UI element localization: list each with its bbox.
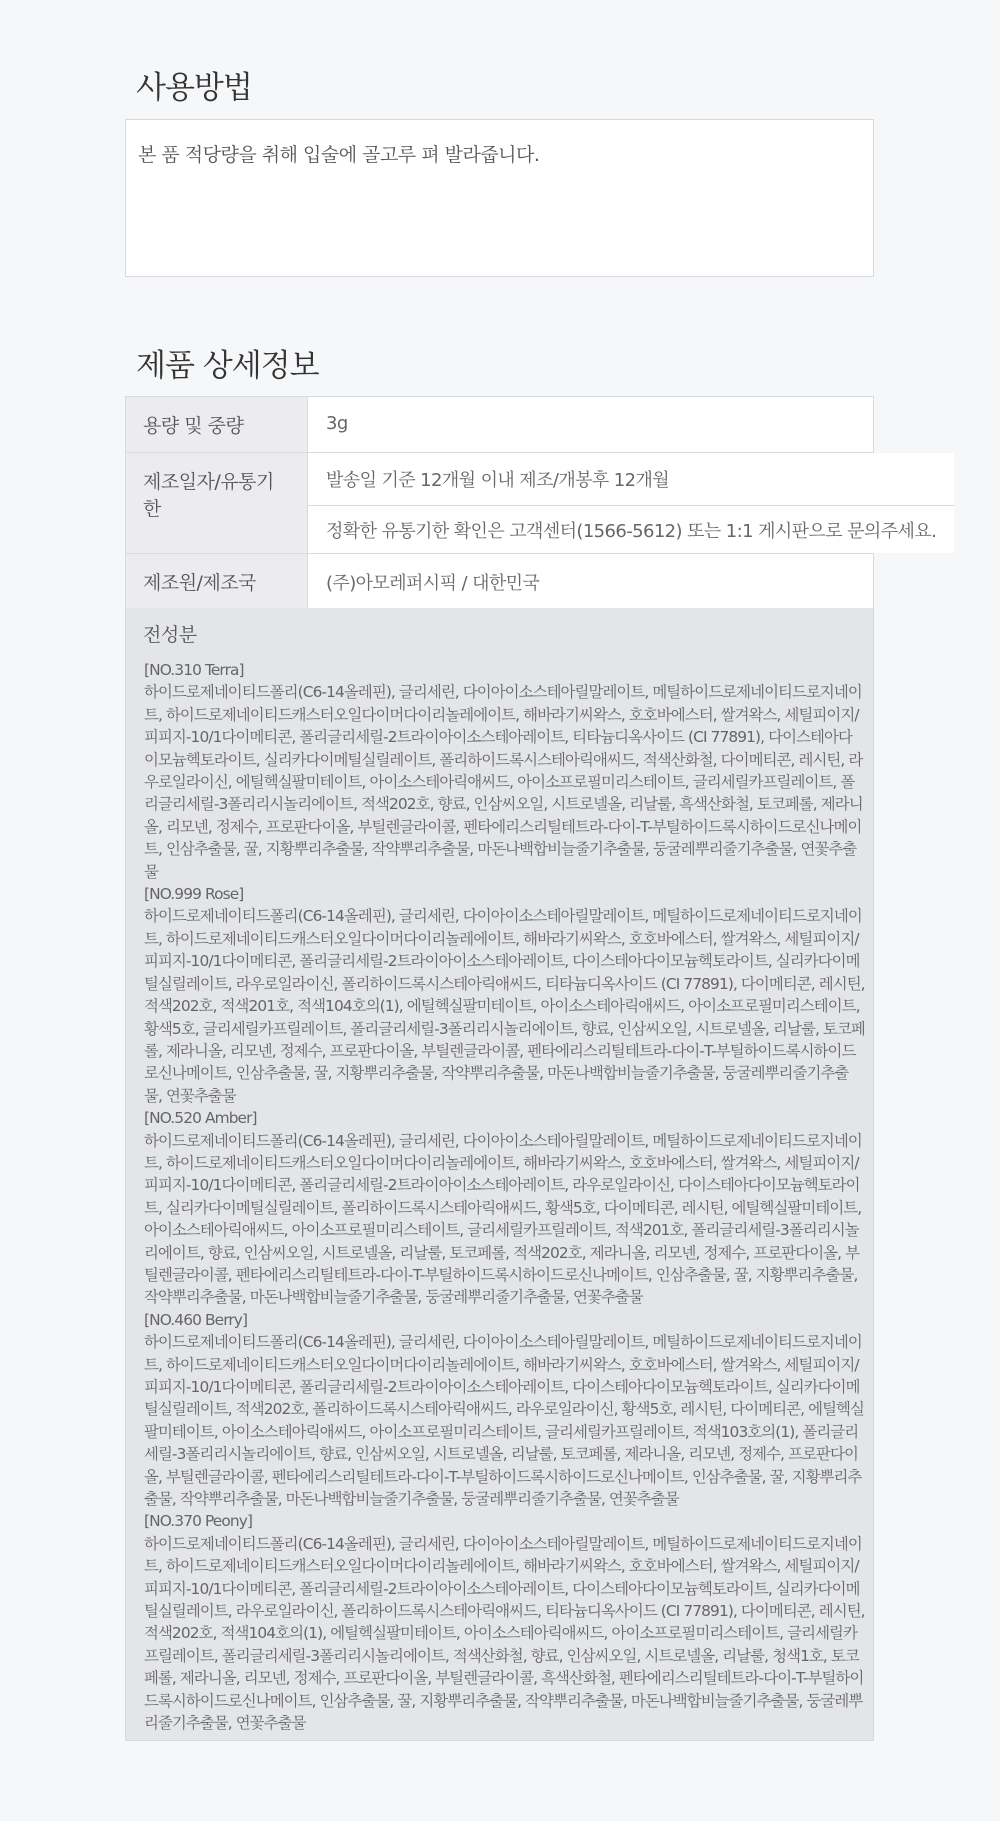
ingredient-shade-name: [NO.370 Peony] [144,1512,253,1531]
ingredients-section [125,608,874,1741]
ingredient-block-amber [144,1107,865,1309]
usage-description-text: 본 품 적당량을 취해 입술에 골고루 펴 발라줍니다. [138,144,540,166]
ingredient-text: 하이드로제네이티드폴리(C6-14올레핀), 글리세린, 다이아이소스테아릴말레이트, 메틸하이드로제네이티드로지네이트, 하이드로제네이티드캐스터오일다이머다이리놀레에이트, 해바라기씨왁스, 호호바에스터, 쌀겨왁스, 세틸피이지/피피지-10/1다이메티콘, 폴리글리세릴-2트라이아이소스테아레이트, 다이스테아다이모늄헥토라이트, 실리카다이메틸실릴레이트, 적색202호, 폴리하이드록시스테아릭애씨드, 라우로일라이신, 황색5호, 레시틴, 다이메티콘, 에틸헥실팔미테이트, 아이소스테아릭애씨드, 아이소프로필미리스테이트, 글리세릴카프릴레이트, 적색103호의(1), 폴리글리세릴-3폴리리시놀리에이트, 향료, 인삼씨오일, 시트로넬올, 리날룰, 토코페롤, 제라니올, 리모넨, 정제수, 프로판다이올, 부틸렌글라이콜, 펜타에리스리틸테트라-다이-T-부틸하이드록시하이드로신나메이트, 인삼추출물, 꿀, 지황뿌리추출물, 작약뿌리추출물, 마돈나백합비늘줄기추출물, 둥굴레뿌리줄기추출물, 연꽃추출물 [144,1333,864,1509]
detail-value-expiry-inquiry: 정확한 유통기한 확인은 고객센터(1566-5612) 또는 1:1 게시판으로 문의주세요. [308,505,954,553]
detail-values-capacity [308,397,873,452]
ingredient-shade-name: [NO.310 Terra] [144,661,244,679]
usage-description-box [125,119,874,277]
ingredient-text: 하이드로제네이티드폴리(C6-14올레핀), 글리세린, 다이아이소스테아릴말레이트, 메틸하이드로제네이티드로지네이트, 하이드로제네이티드캐스터오일다이머다이리놀레에이트, 해바라기씨왁스, 호호바에스터, 쌀겨왁스, 세틸피이지/피피지-10/1다이메티콘, 폴리글리세릴-2트라이아이소스테아레이트, 다이스테아다이모늄헥토라이트, 실리카다이메틸실릴레이트, 라우로일라이신, 폴리하이드록시스테아릭애씨드, 티타늄디옥사이드 (CI 77891), 다이메티콘, 레시틴, 적색202호, 적색104호의(1), 에틸헥실팔미테이트, 아이소스테아릭애씨드, 아이소프로필미리스테이트, 글리세릴카프릴레이트, 폴리글리세릴-3폴리리시놀리에이트, 적색산화철, 향료, 인삼씨오일, 시트로넬올, 리날룰, 청색1호, 토코페롤, 제라니올, 리모넨, 정제수, 프로판다이올, 부틸렌글라이콜, 흑색산화철, 펜타에리스리틸테트라-다이-T-부틸하이드록시하이드로신나메이트, 인삼추출물, 꿀, 지황뿌리추출물, 작약뿌리추출물, 마돈나백합비늘줄기추출물, 둥굴레뿌리줄기추출물, 연꽃추출물 [144,1534,865,1733]
ingredients-title: 전성분 [143,624,197,646]
detail-label-expiry: 제조일자/유통기한 [126,453,308,553]
detail-value-manufacturer: (주)아모레퍼시픽 / 대한민국 [326,573,540,594]
ingredient-text: 하이드로제네이티드폴리(C6-14올레핀), 글리세린, 다이아이소스테아릴말레이트, 메틸하이드로제네이티드로지네이트, 하이드로제네이티드캐스터오일다이머다이리놀레에이트, 해바라기씨왁스, 호호바에스터, 쌀겨왁스, 세틸피이지/피피지-10/1다이메티콘, 폴리글리세릴-2트라이아이소스테아레이트, 라우로일라이신, 다이스테아다이모늄헥토라이트, 실리카다이메틸실릴레이트, 폴리하이드록시스테아릭애씨드, 황색5호, 다이메티콘, 레시틴, 에틸헥실팔미테이트, 아이소스테아릭애씨드, 아이소프로필미리스테이트, 글리세릴카프릴레이트, 적색201호, 폴리글리세릴-3폴리리시놀리에이트, 향료, 인삼씨오일, 시트로넬올, 리날룰, 토코페롤, 적색202호, 제라니올, 리모넨, 정제수, 프로판다이올, 부틸렌글라이콜, 펜타에리스리틸테트라-다이-T-부틸하이드록시하이드로신나메이트, 인삼추출물, 꿀, 지황뿌리추출물, 작약뿌리추출물, 마돈나백합비늘줄기추출물, 둥굴레뿌리줄기추출물, 연꽃추출물 [144,1131,862,1307]
ingredient-block-terra [144,659,865,883]
ingredient-block-peony [144,1510,865,1734]
detail-row-expiry [126,453,937,554]
detail-row-manufacturer [126,554,873,610]
detail-value-capacity: 3g [326,413,348,434]
ingredient-shade-name: [NO.460 Berry] [144,1310,248,1329]
ingredients-list [144,659,865,1735]
product-details-title: 제품 상세정보 [136,348,319,384]
detail-values-expiry [308,453,954,553]
ingredient-block-berry [144,1309,865,1511]
detail-label-capacity: 용량 및 중량 [126,397,308,452]
ingredient-shade-name: [NO.999 Rose] [144,885,244,904]
usage-section-title: 사용방법 [136,70,252,106]
detail-value-expiry-period: 발송일 기준 12개월 이내 제조/개봉후 12개월 [326,470,670,491]
ingredient-text: 하이드로제네이티드폴리(C6-14올레핀), 글리세린, 다이아이소스테아릴말레이트, 메틸하이드로제네이티드로지네이트, 하이드로제네이티드캐스터오일다이머다이리놀레에이트, 해바라기씨왁스, 호호바에스터, 쌀겨왁스, 세틸피이지/피피지-10/1다이메티콘, 폴리글리세릴-2트라이아이소스테아레이트, 티타늄디옥사이드 (CI 77891), 다이스테아다이모늄헥토라이트, 실리카다이메틸실릴레이트, 폴리하이드록시스테아릭애씨드, 적색산화철, 다이메티콘, 레시틴, 라우로일라이신, 에틸헥실팔미테이트, 아이소스테아릭애씨드, 아이소프로필미리스테이트, 글리세릴카프릴레이트, 폴리글리세릴-3폴리리시놀리에이트, 적색202호, 향료, 인삼씨오일, 시트로넬올, 리날룰, 흑색산화철, 토코페롤, 제라니올, 리모넨, 정제수, 프로판다이올, 부틸렌글라이콜, 펜타에리스리틸테트라-다이-T-부틸하이드록시하이드로신나메이트, 인삼추출물, 꿀, 지황뿌리추출물, 작약뿌리추출물, 마돈나백합비늘줄기추출물, 둥굴레뿌리줄기추출물, 연꽃추출물 [144,683,863,881]
ingredient-shade-name: [NO.520 Amber] [144,1109,257,1128]
detail-row-capacity [126,397,873,453]
ingredient-text: 하이드로제네이티드폴리(C6-14올레핀), 글리세린, 다이아이소스테아릴말레이트, 메틸하이드로제네이티드로지네이트, 하이드로제네이티드캐스터오일다이머다이리놀레에이트, 해바라기씨왁스, 호호바에스터, 쌀겨왁스, 세틸피이지/피피지-10/1다이메티콘, 폴리글리세릴-2트라이아이소스테아레이트, 다이스테아다이모늄헥토라이트, 실리카다이메틸실릴레이트, 라우로일라이신, 폴리하이드록시스테아릭애씨드, 티타늄디옥사이드 (CI 77891), 다이메티콘, 레시틴, 적색202호, 적색201호, 적색104호의(1), 에틸헥실팔미테이트, 아이소스테아릭애씨드, 아이소프로필미리스테이트, 황색5호, 글리세릴카프릴레이트, 폴리글리세릴-3폴리리시놀리에이트, 향료, 인삼씨오일, 시트로넬올, 리날룰, 토코페롤, 제라니올, 리모넨, 정제수, 프로판다이올, 부틸렌글라이콜, 펜타에리스리틸테트라-다이-T-부틸하이드록시하이드로신나메이트, 인삼추출물, 꿀, 지황뿌리추출물, 작약뿌리추출물, 마돈나백합비늘줄기추출물, 둥굴레뿌리줄기추출물, 연꽃추출물 [144,907,865,1105]
detail-values-manufacturer [308,554,873,610]
detail-label-manufacturer: 제조원/제조국 [126,554,308,610]
ingredient-block-rose [144,883,865,1107]
product-details-table [125,396,937,611]
